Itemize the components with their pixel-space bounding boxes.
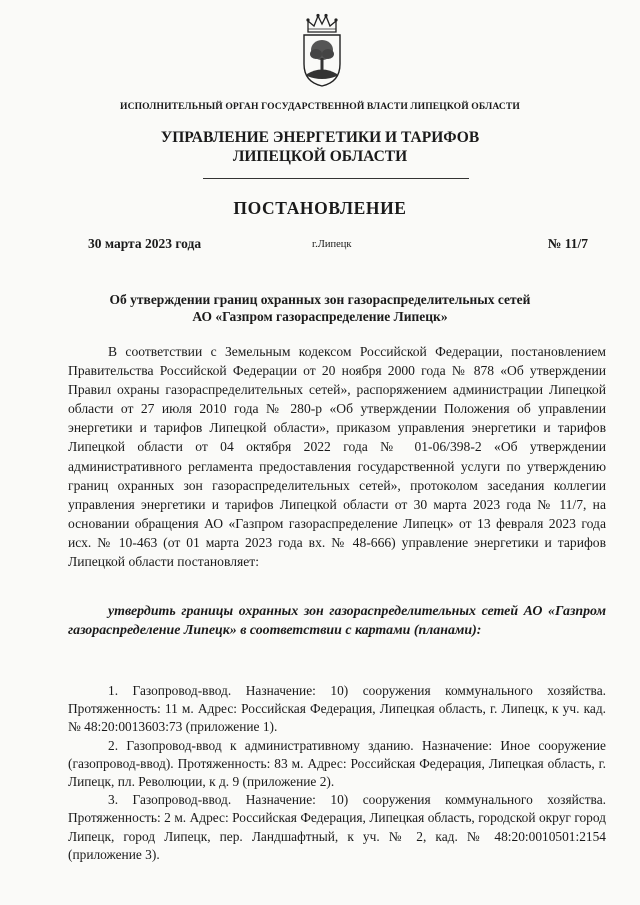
subject-line1: Об утверждении границ охранных зон газораспределительных сетей [109, 292, 531, 307]
authority-line: ИСПОЛНИТЕЛЬНЫЙ ОРГАН ГОСУДАРСТВЕННОЙ ВЛАСТИ ЛИПЕЦКОЙ ОБЛАСТИ [120, 101, 520, 112]
document-city: г.Липецк [312, 239, 352, 250]
coat-of-arms-icon [300, 12, 344, 88]
list-item: 1. Газопровод-ввод. Назначение: 10) сооружения коммунального хозяйства. Протяженность: 11 м. Адрес: Российская Федерация, Липецкая область, г. Липецк, к уч. кад. № 48:20:0013603:73 (приложение 1). [68, 683, 606, 735]
department-title [0, 128, 640, 166]
department-title-line1: УПРАВЛЕНИЕ ЭНЕРГЕТИКИ И ТАРИФОВ [160, 129, 480, 146]
date-line [88, 236, 588, 256]
preamble-paragraph: В соответствии с Земельным кодексом Российской Федерации, постановлением Правительства Российской Федерации от 20 ноября 2000 года № 878 «Об утверждении Правил охраны газораспределительных сетей», распоряжением администрации Липецкой области от 27 июля 2010 года № 280-р «Об утверждении Положения об управлении энергетики и тарифов Липецкой области», приказом управления энергетики и тарифов Липецкой области от 04 октября 2022 года № 01-06/398-2 «Об утверждении административного регламента предоставления государственной услуги по утверждению границ охранных зон газораспределительных сетей», протоколом заседания коллегии управления энергетики и тарифов Липецкой области от 30 марта 2023 года № 11/7, на основании обращения АО «Газпром газораспределение Липецк» от 13 февраля 2023 года исх. № 10-463 (от 01 марта 2023 года вх. № 48-666) управление энергетики и тарифов Липецкой области постановляет: [68, 344, 606, 570]
subject-line2: АО «Газпром газораспределение Липецк» [192, 309, 448, 324]
document-subject [100, 291, 540, 325]
document-type: ПОСТАНОВЛЕНИЕ [233, 198, 407, 218]
department-title-line2: ЛИПЕЦКОЙ ОБЛАСТИ [232, 148, 408, 165]
list-item: 2. Газопровод-ввод к административному зданию. Назначение: Иное сооружение (газопровод-ввод). Протяженность: 83 м. Адрес: Российская Федерация, Липецкая область, г. Липецк, пл. Революции, к д. 9 (приложение 2). [68, 737, 606, 790]
header-divider [203, 178, 469, 179]
list-item: 3. Газопровод-ввод. Назначение: 10) сооружения коммунального хозяйства. Протяженность: 2 м. Адрес: Российская Федерация, Липецкая область, городской округ город Липецк, город Липецк, пер. Ландшафтный, к уч. № 2, кад. № 48:20:0010501:2154 (приложение 3). [68, 792, 606, 862]
document-date: 30 марта 2023 года [88, 236, 202, 251]
items-list [68, 682, 606, 864]
resolution-paragraph: утвердить границы охранных зон газораспределительных сетей АО «Газпром газораспределение Липецк» в соответствии с картами (планами): [68, 604, 606, 639]
document-number: № 11/7 [547, 236, 588, 251]
